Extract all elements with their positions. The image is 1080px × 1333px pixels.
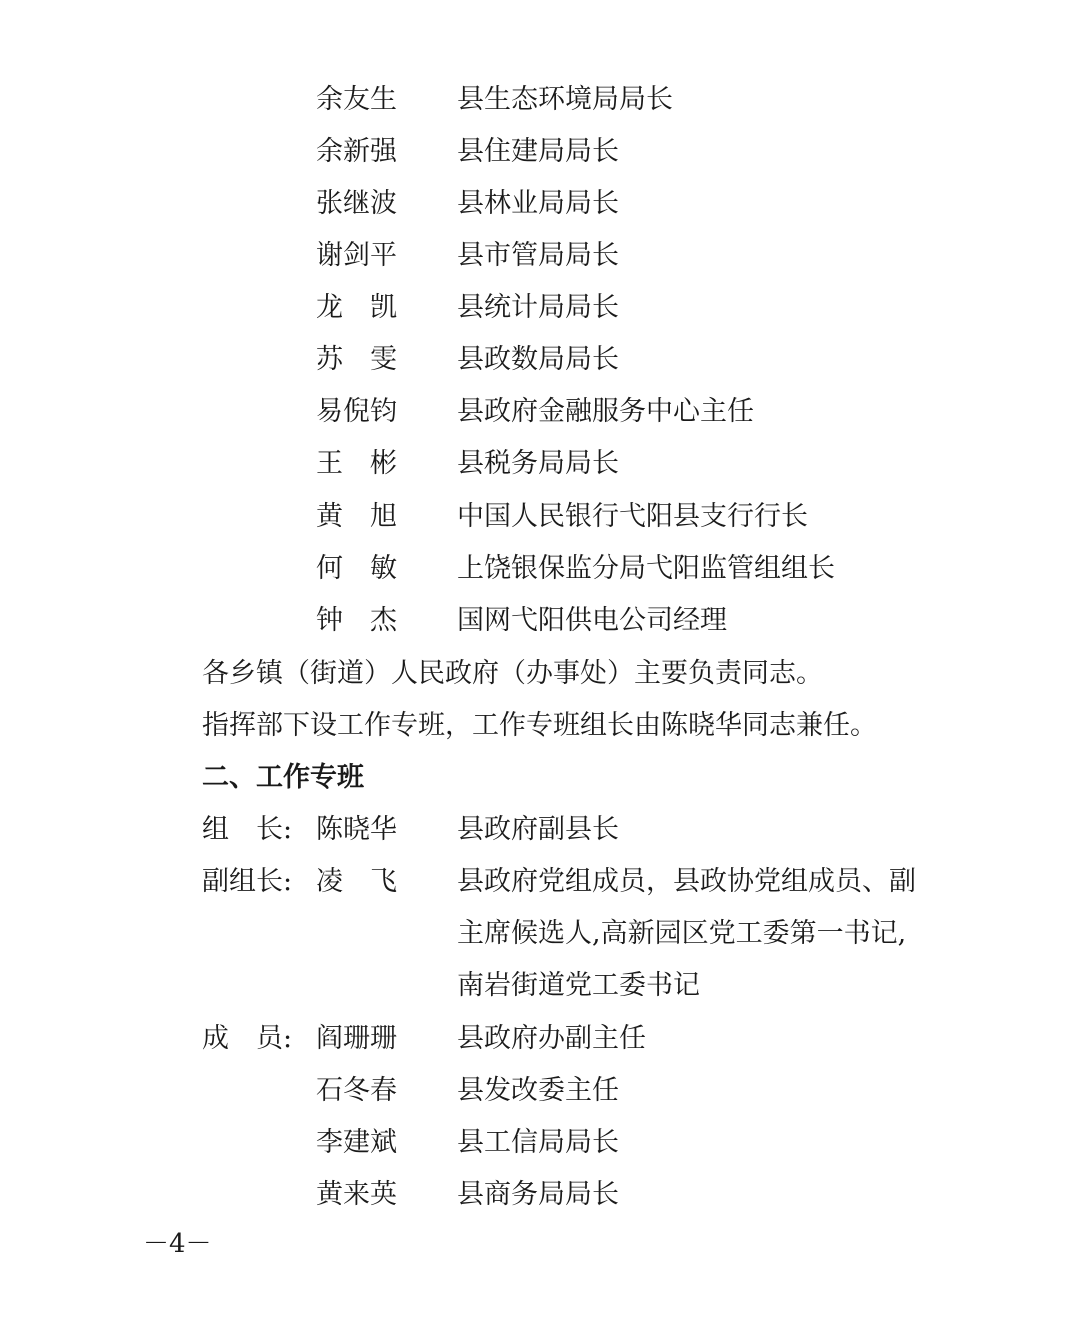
member-title: 县政数局局长 [457,344,619,375]
member-name: 阎珊珊 [316,1023,397,1054]
member-title-line: 主席候选人,高新园区党工委第一书记, [457,918,907,949]
member-title: 县工信局局长 [457,1127,619,1158]
section-heading: 二、工作专班 [202,762,364,793]
member-title: 县政府办副主任 [457,1023,646,1054]
member-title: 县商务局局长 [457,1179,619,1210]
member-name: 龙 凯 [316,292,397,323]
member-title: 国网弋阳供电公司经理 [457,605,727,636]
member-title: 县政府副县长 [457,814,619,845]
member-name: 王 彬 [316,448,397,479]
member-title: 县统计局局长 [457,292,619,323]
member-title: 县发改委主任 [457,1075,619,1106]
member-title: 县生态环境局局长 [457,84,673,115]
member-title: 中国人民银行弋阳县支行行长 [457,501,808,532]
member-title: 县政府金融服务中心主任 [457,396,754,427]
role-label: 成 员: [202,1023,293,1054]
member-title-line: 县政府党组成员，县政协党组成员、副 [457,866,916,897]
page-number: －4－ [143,1229,212,1259]
member-name: 钟 杰 [316,605,397,636]
member-name: 陈晓华 [316,814,397,845]
member-title: 县市管局局长 [457,240,619,271]
member-name: 易倪钧 [316,396,397,427]
role-label: 组 长: [202,814,293,845]
member-name: 何 敏 [316,553,397,584]
paragraph-task-force-note: 指挥部下设工作专班，工作专班组长由陈晓华同志兼任。 [202,710,877,741]
member-name: 张继波 [316,188,397,219]
member-name: 余友生 [316,84,397,115]
member-name: 石冬春 [316,1075,397,1106]
member-title: 县税务局局长 [457,448,619,479]
member-name: 黄 旭 [316,501,397,532]
member-name: 黄来英 [316,1179,397,1210]
member-title: 上饶银保监分局弋阳监管组组长 [457,553,835,584]
member-title: 县林业局局长 [457,188,619,219]
member-name: 凌 飞 [316,866,397,897]
member-name: 苏 雯 [316,344,397,375]
member-name: 余新强 [316,136,397,167]
member-title-line: 南岩街道党工委书记 [457,970,700,1001]
member-name: 李建斌 [316,1127,397,1158]
member-title: 县住建局局长 [457,136,619,167]
member-name: 谢剑平 [316,240,397,271]
paragraph-township-leaders: 各乡镇（街道）人民政府（办事处）主要负责同志。 [202,658,823,689]
role-label: 副组长: [202,866,293,897]
